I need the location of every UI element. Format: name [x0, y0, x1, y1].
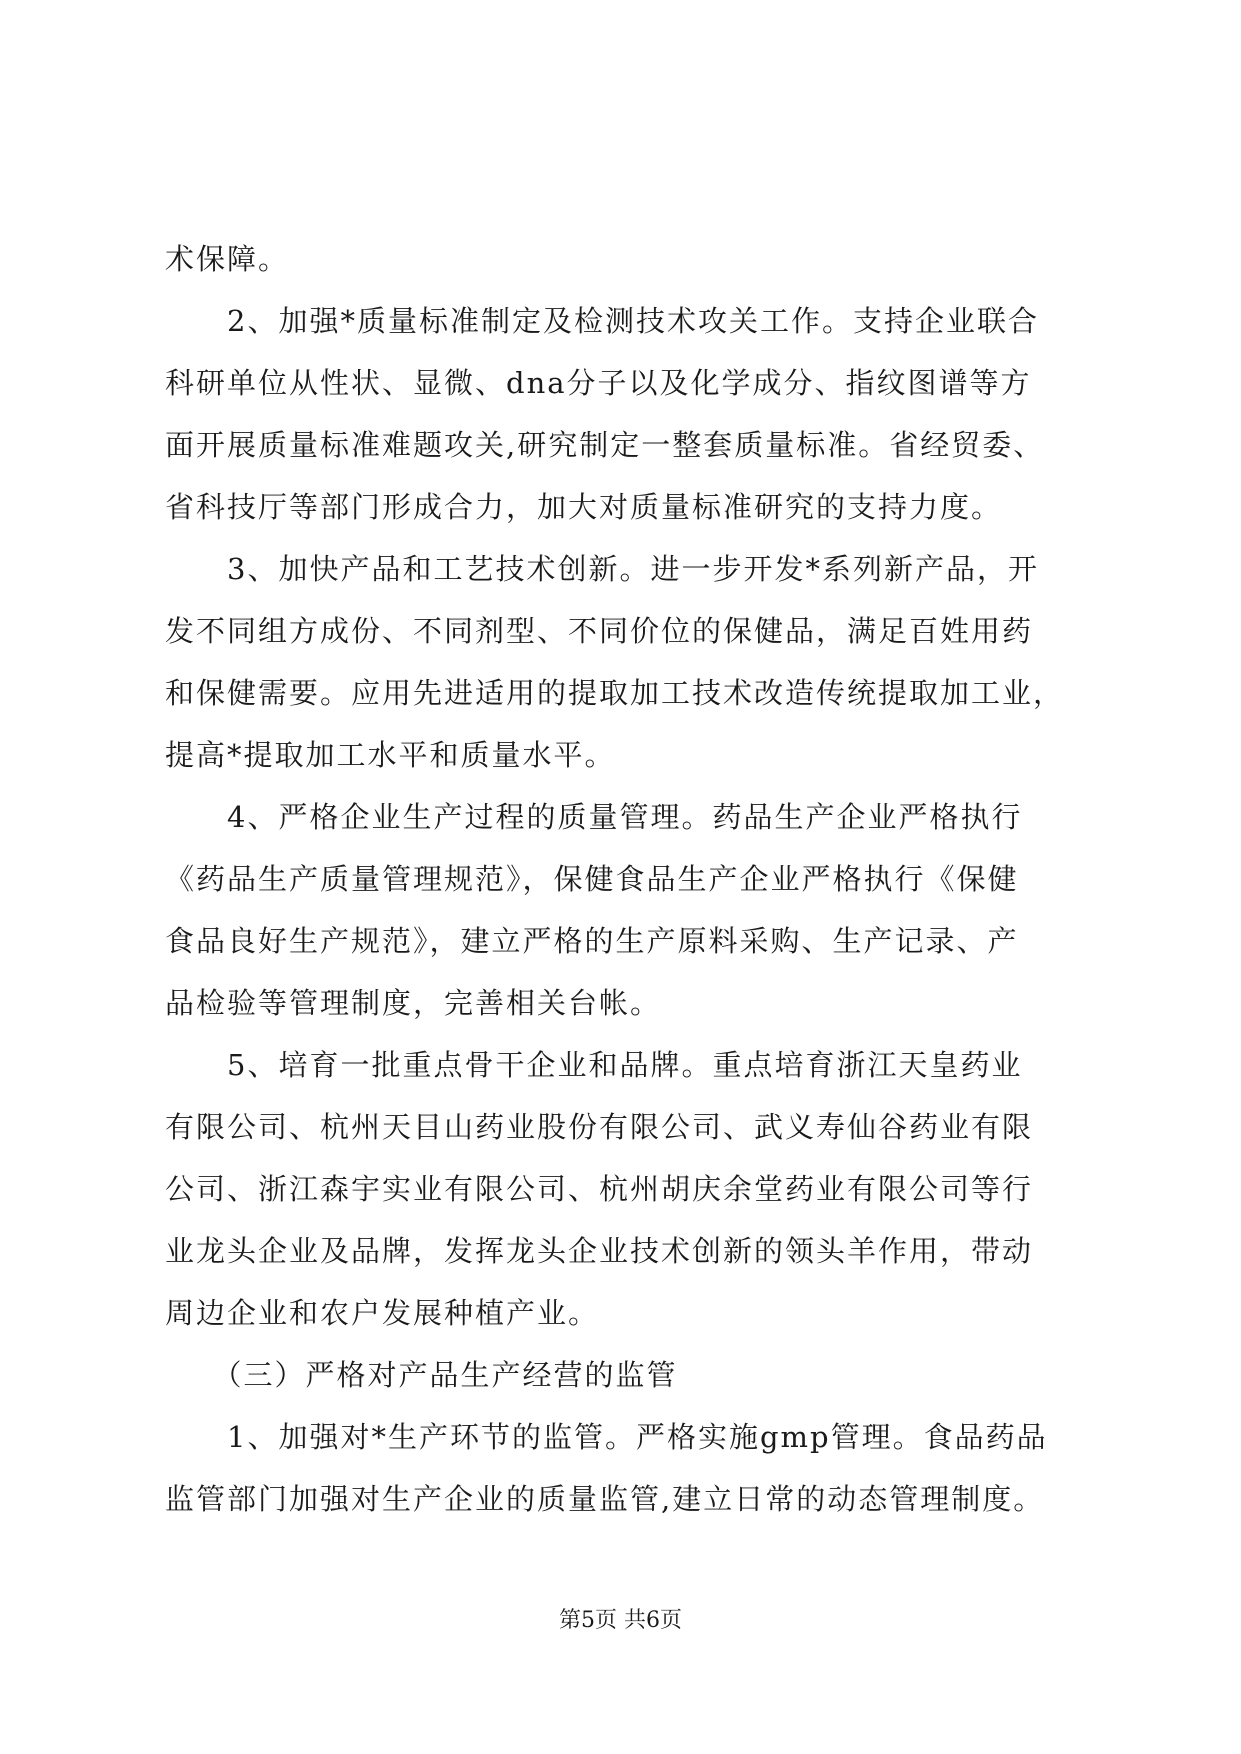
text-line: 5、培育一批重点骨干企业和品牌。重点培育浙江天皇药业: [165, 1048, 1023, 1082]
text-line: 《药品生产质量管理规范》，保健食品生产企业严格执行《保健: [165, 862, 1019, 896]
text-line: 业龙头企业及品牌，发挥龙头企业技术创新的领头羊作用，带动: [165, 1234, 1034, 1268]
text-line: 提高*提取加工水平和质量水平。: [165, 738, 616, 772]
text-line: 3、加快产品和工艺技术创新。进一步开发*系列新产品，开: [165, 552, 1039, 586]
section-heading: （三）严格对产品生产经营的监管: [165, 1358, 678, 1392]
text-line: 食品良好生产规范》，建立严格的生产原料采购、生产记录、产: [165, 924, 1019, 958]
text-line: 发不同组方成份、不同剂型、不同价位的保健品，满足百姓用药: [165, 614, 1034, 648]
text-line: 公司、浙江森宇实业有限公司、杭州胡庆余堂药业有限公司等行: [165, 1172, 1034, 1206]
text-line: 监管部门加强对生产企业的质量监管,建立日常的动态管理制度。: [165, 1482, 1045, 1516]
text-line: 有限公司、杭州天目山药业股份有限公司、武义寿仙谷药业有限: [165, 1110, 1034, 1144]
body-text: [165, 228, 1085, 1530]
text-line: 面开展质量标准难题攻关,研究制定一整套质量标准。省经贸委、: [165, 428, 1045, 462]
text-line: 省科技厅等部门形成合力，加大对质量标准研究的支持力度。: [165, 490, 1003, 524]
text-line: 品检验等管理制度，完善相关台帐。: [165, 986, 662, 1020]
text-line: 科研单位从性状、显微、dna分子以及化学成分、指纹图谱等方: [165, 366, 1032, 400]
text-line: 4、严格企业生产过程的质量管理。药品生产企业严格执行: [165, 800, 1023, 834]
text-line: 和保健需要。应用先进适用的提取加工技术改造传统提取加工业，: [165, 676, 1065, 710]
page-number-footer: 第5页 共6页: [559, 1608, 682, 1633]
text-line: 1、加强对*生产环节的监管。严格实施gmp管理。食品药品: [165, 1420, 1048, 1454]
text-line: 周边企业和农户发展种植产业。: [165, 1296, 600, 1330]
text-line: 2、加强*质量标准制定及检测技术攻关工作。支持企业联合: [165, 304, 1039, 338]
text-line: 术保障。: [165, 242, 290, 276]
